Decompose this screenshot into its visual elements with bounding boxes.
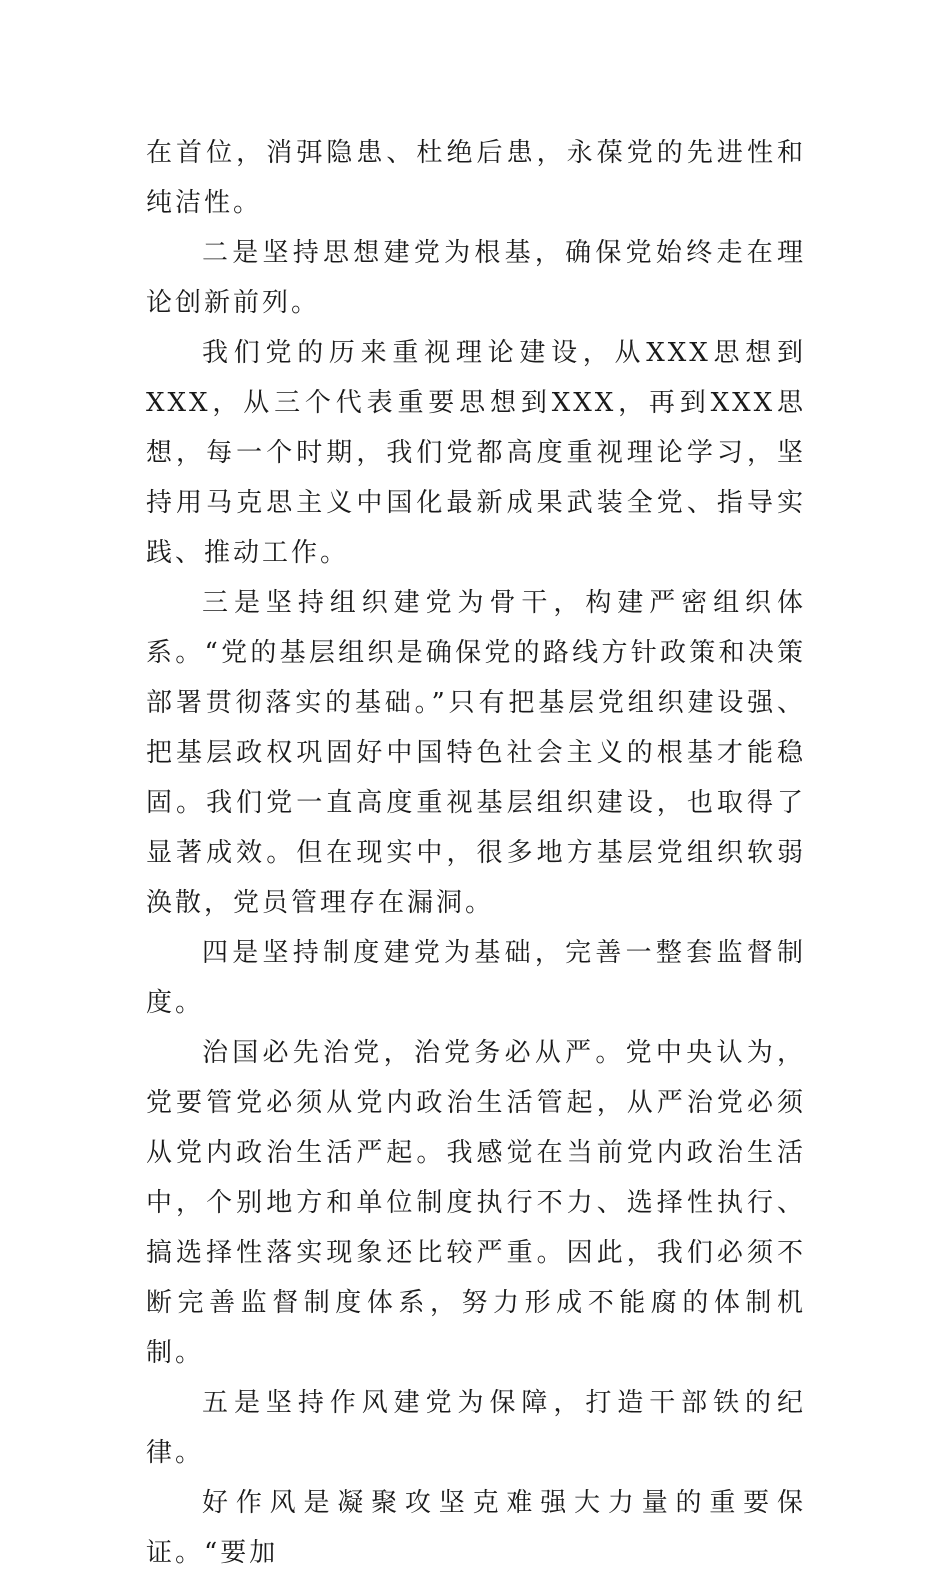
paragraph-8: 好作风是凝聚攻坚克难强大力量的重要保证。“要加 xyxy=(146,1488,806,1568)
paragraph-5-heading: 四是坚持制度建党为基础，完善一整套监督制度。 xyxy=(146,938,806,1018)
paragraph-1: 在首位，消弭隐患、杜绝后患，永葆党的先进性和纯洁性。 xyxy=(146,138,806,218)
document-body xyxy=(146,128,806,1578)
paragraph-3: 我们党的历来重视理论建设，从XXX思想到XXX，从三个代表重要思想到XXX，再到XXX思想，每一个时期，我们党都高度重视理论学习，坚持用马克思主义中国化最新成果武装全党、指导实践、推动工作。 xyxy=(146,338,806,568)
paragraph-6: 治国必先治党，治党务必从严。党中央认为，党要管党必须从党内政治生活管起，从严治党必须从党内政治生活严起。我感觉在当前党内政治生活中，个别地方和单位制度执行不力、选择性执行、搞选择性落实现象还比较严重。因此，我们必须不断完善监督制度体系，努力形成不能腐的体制机制。 xyxy=(146,1038,806,1368)
paragraph-4-heading: 三是坚持组织建党为骨干，构建严密组织体系。“党的基层组织是确保党的路线方针政策和决策部署贯彻落实的基础。”只有把基层党组织建设强、把基层政权巩固好中国特色社会主义的根基才能稳固。我们党一直高度重视基层组织建设，也取得了显著成效。但在现实中，很多地方基层党组织软弱涣散，党员管理存在漏洞。 xyxy=(146,588,806,918)
paragraph-7-heading: 五是坚持作风建党为保障，打造干部铁的纪律。 xyxy=(146,1388,806,1468)
paragraph-2-heading: 二是坚持思想建党为根基，确保党始终走在理论创新前列。 xyxy=(146,238,806,318)
